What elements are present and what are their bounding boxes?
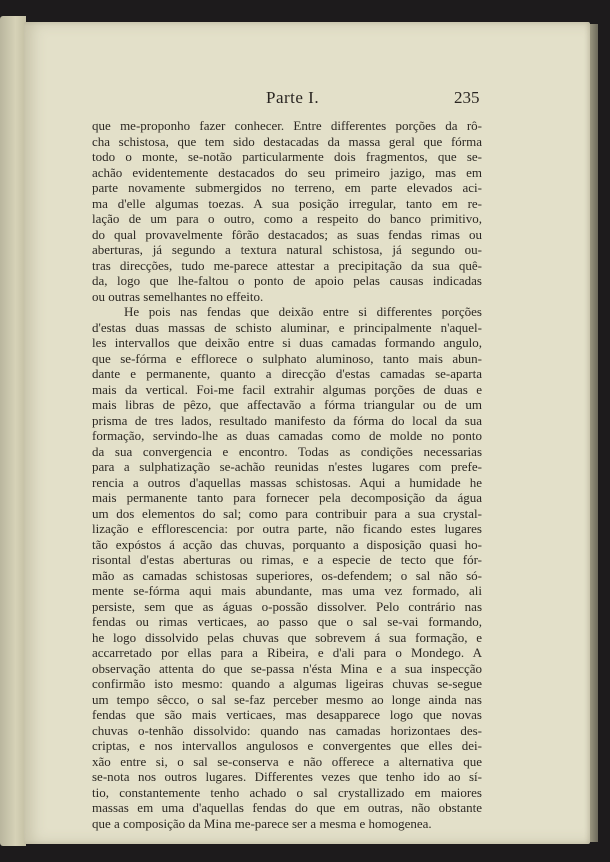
text-line: xão entre si, o sal se-conserva e não offerece a alternativa que (92, 753, 482, 769)
text-line: mais permanente tanto para fornecer pela decomposição da água (92, 490, 482, 505)
text-line: que me-proponho fazer conhecer. Entre differentes porções da rô- (92, 118, 482, 133)
text-line: persiste, sem que as águas o-possão dissolver. Pelo contrário nas (92, 598, 482, 614)
text-line: rencia a outros d'aquellas massas schistosas. Aqui a humidade he (92, 474, 482, 490)
text-line: prisma de tres lados, resultado manifesto da fórma do local da sua (92, 412, 482, 428)
text-line: lização e efflorescencia: por outra parte, não ficando estes lugares (92, 521, 482, 536)
page-header (0, 88, 610, 112)
text-line: confirmão isto mesmo: quando a algumas ligeiras chuvas se-segue (92, 676, 482, 691)
text-line: que se-fórma e efflorece o sulphato aluminoso, tanto mais abun- (92, 350, 482, 366)
text-line: chuvas o-tenhão dissolvido: quando nas camadas horizontaes des- (92, 722, 482, 738)
text-line: formação, servindo-lhe as duas camadas como de molde no ponto (92, 428, 482, 443)
text-line: aberturas, já segundo a textura natural schistosa, já segundo ou- (92, 242, 482, 257)
text-line: que a composição da Mina me-parece ser a mesma e homogenea. (92, 815, 432, 831)
text-line: He pois nas fendas que deixão entre si differentes porções (124, 304, 482, 319)
text-line: he logo dissolvido pelas chuvas que sobrevem á sua formação, e (92, 629, 482, 645)
text-line: do qual provavelmente fôrão destacados; as suas fendas rimas ou (92, 226, 482, 242)
text-line: mente se-fórma aqui mais abundante, mas uma vez formado, ali (92, 583, 482, 598)
text-line: tão expóstos á acção das chuvas, porquanto a disposição quasi ho- (92, 536, 482, 552)
text-line: da sua convergencia e encontro. Todas as condições necessarias (92, 443, 482, 459)
text-line: les intervallos que deixão entre si duas camadas formando angulo, (92, 335, 482, 350)
text-line: para a sulphatização se-achão reunidas n'estes lugares com prefe- (92, 459, 482, 474)
text-line: se-nota nos outros lugares. Differentes vezes que tenho ido ao sí- (92, 769, 482, 784)
previous-page-edge (0, 16, 26, 846)
text-line: ma d'elle algumas toezas. A sua posição irregular, tanto em re- (92, 195, 482, 211)
text-line: fendas ou rimas verticaes, ao passo que o sal se-vai formando, (92, 614, 482, 629)
text-line: cha schistosa, que tem sido destacadas da massa geral que fórma (92, 133, 482, 149)
text-line: dante e permanente, quanto a direcção d'estas camadas se-aparta (92, 366, 482, 381)
paragraph-1 (92, 118, 482, 304)
text-line: parte novamente submergidos no terreno, em parte elevados aci- (92, 180, 482, 195)
text-line: observação attenta do que se-passa n'ésta Mina e a sua inspecção (92, 660, 482, 676)
text-line: todo o monte, se-notão particularmente dois fragmentos, que se- (92, 149, 482, 164)
text-line: lação de um para o outro, como a respeito do banco primitivo, (92, 211, 482, 226)
text-line: tras direcções, tudo me-parece attestar a precipitação da sua quê- (92, 257, 482, 273)
text-line: mão as camadas schistosas superiores, os-defendem; o sal não só- (92, 567, 482, 583)
text-line: massas em uma d'aquellas fendas do que em outras, não obstante (92, 800, 482, 815)
paragraph-2 (92, 304, 482, 831)
text-line: fendas que são mais verticaes, mas desapparece logo que novas (92, 707, 482, 722)
body-text (92, 118, 482, 831)
text-line: tio, constantemente tenho achado o sal crystallizado em maiores (92, 784, 482, 800)
page-number: 235 (454, 88, 480, 107)
text-line: accarretado por ellas para a Ribeira, e d'ali para o Mondego. A (92, 645, 482, 660)
text-line: mais libras de pêzo, que affectavão a fórma triangular ou de um (92, 397, 482, 412)
page-stack-edge (590, 24, 598, 842)
text-line: um dos elementos do sal; como para contribuir para a sua crystal- (92, 505, 482, 521)
text-line: da, logo que lhe-faltou o ponto de apoio pelas causas indicadas (92, 273, 482, 288)
text-line: um tempo sêcco, o sal se-faz perceber mesmo ao longe ainda nas (92, 691, 482, 707)
text-line: d'estas duas massas de schisto aluminar, e principalmente n'aquel- (92, 319, 482, 335)
text-line: criptas, e nos intervallos angulosos e convergentes que elles dei- (92, 738, 482, 753)
running-head: Parte I. (266, 88, 320, 107)
text-line: mais da vertical. Foi-me facil extrahir algumas porções de duas e (92, 381, 482, 397)
text-line: ou outras semelhantes no effeito. (92, 288, 264, 304)
text-line: achão evidentemente destacados do seu primeiro jazigo, mas em (92, 164, 482, 180)
text-line: risontal d'estas aberturas ou rimas, e a especie de tecto que fór- (92, 552, 482, 567)
